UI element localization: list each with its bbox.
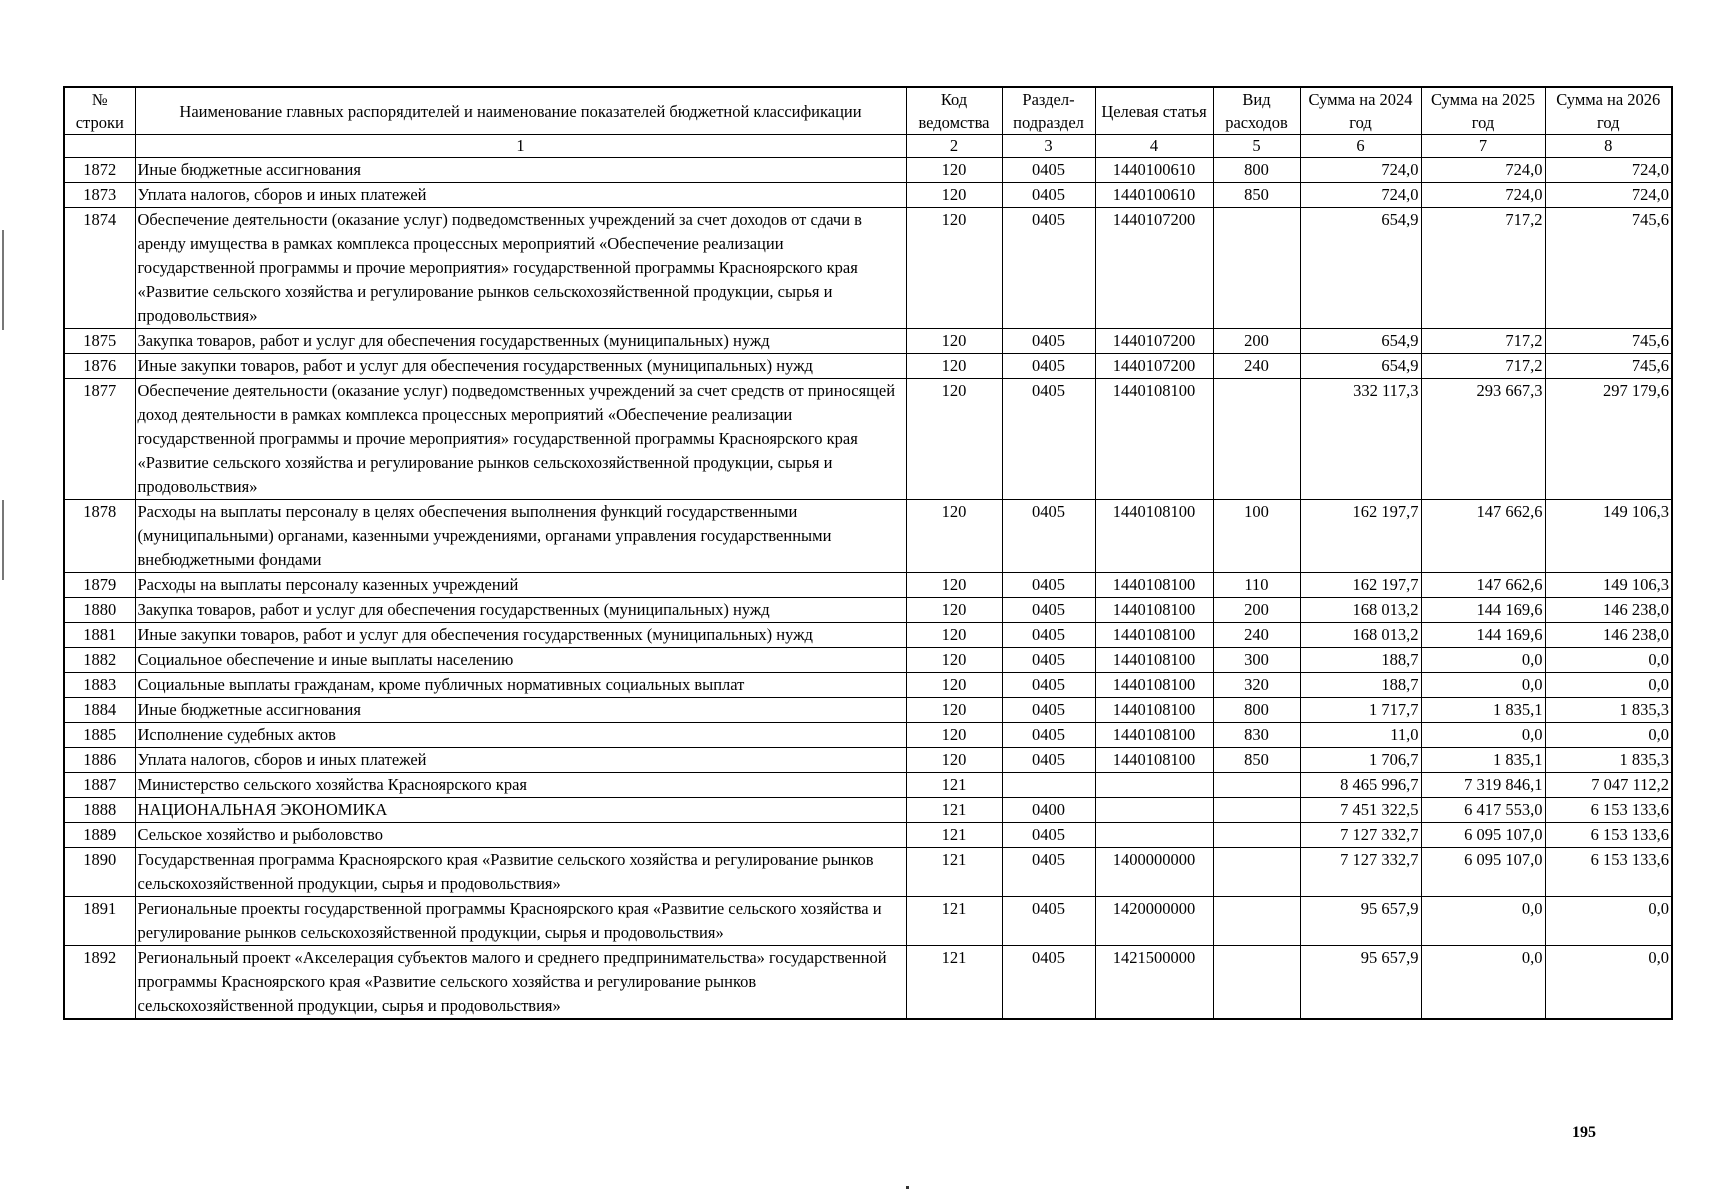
cell-section: 0405 [1002,848,1095,897]
cell-section: 0405 [1002,158,1095,183]
cell-section: 0405 [1002,897,1095,946]
cell-name: Обеспечение деятельности (оказание услуг) подведомственных учреждений за счет доходов от сдачи в аренду имущества в рамках комплекса процессных мероприятий «Обеспечение реализации государственной программы и прочие мероприятия» государственной программы Красноярского края «Развитие сельского хозяйства и регулирование рынков сельскохозяйственной продукции, сырья и продовольствия» [135,208,906,329]
cell-2024: 162 197,7 [1300,500,1421,573]
cell-target [1095,798,1213,823]
cell-dept: 121 [906,897,1002,946]
cell-type [1213,379,1300,500]
cell-dept: 120 [906,648,1002,673]
cell-name: Расходы на выплаты персоналу казенных учреждений [135,573,906,598]
cell-2024: 95 657,9 [1300,946,1421,1020]
cell-row-no: 1888 [64,798,135,823]
table-row [64,773,1672,798]
cell-type: 320 [1213,673,1300,698]
cell-2026: 745,6 [1545,354,1672,379]
table-row [64,848,1672,897]
cell-row-no: 1879 [64,573,135,598]
cell-2026: 146 238,0 [1545,598,1672,623]
cell-dept: 120 [906,379,1002,500]
table-row [64,648,1672,673]
cell-2024: 1 706,7 [1300,748,1421,773]
cell-name: Исполнение судебных актов [135,723,906,748]
cell-section: 0405 [1002,183,1095,208]
cell-type: 850 [1213,748,1300,773]
cell-name: Иные закупки товаров, работ и услуг для обеспечения государственных (муниципальных) нужд [135,623,906,648]
cell-dept: 120 [906,500,1002,573]
cell-name: Региональный проект «Акселерация субъектов малого и среднего предпринимательства» государственной программы Красноярского края «Развитие сельского хозяйства и регулирование рынков сельскохозяйственной продукции, сырья и продовольствия» [135,946,906,1020]
column-index: 2 [906,135,1002,158]
cell-2026: 1 835,3 [1545,748,1672,773]
cell-target: 1440100610 [1095,158,1213,183]
cell-section: 0400 [1002,798,1095,823]
cell-2024: 168 013,2 [1300,598,1421,623]
cell-target: 1420000000 [1095,897,1213,946]
table-row [64,379,1672,500]
table-row [64,748,1672,773]
cell-name: Сельское хозяйство и рыболовство [135,823,906,848]
cell-name: Социальные выплаты гражданам, кроме публичных нормативных социальных выплат [135,673,906,698]
header-2026: Сумма на 2026 год [1545,87,1672,135]
cell-row-no: 1875 [64,329,135,354]
cell-row-no: 1891 [64,897,135,946]
column-index: 4 [1095,135,1213,158]
cell-2025: 0,0 [1421,648,1545,673]
cell-target: 1440108100 [1095,673,1213,698]
cell-type: 800 [1213,158,1300,183]
table-row [64,573,1672,598]
table-row [64,698,1672,723]
cell-target: 1421500000 [1095,946,1213,1020]
cell-name: Закупка товаров, работ и услуг для обеспечения государственных (муниципальных) нужд [135,329,906,354]
cell-2026: 6 153 133,6 [1545,798,1672,823]
cell-row-no: 1872 [64,158,135,183]
cell-name: Закупка товаров, работ и услуг для обеспечения государственных (муниципальных) нужд [135,598,906,623]
cell-2024: 95 657,9 [1300,897,1421,946]
cell-name: НАЦИОНАЛЬНАЯ ЭКОНОМИКА [135,798,906,823]
cell-target: 1440107200 [1095,208,1213,329]
header-name: Наименование главных распорядителей и наименование показателей бюджетной классификации [135,87,906,135]
cell-target: 1400000000 [1095,848,1213,897]
table-body [64,158,1672,1020]
cell-section: 0405 [1002,748,1095,773]
cell-2026: 0,0 [1545,673,1672,698]
cell-dept: 121 [906,773,1002,798]
cell-dept: 120 [906,598,1002,623]
cell-2025: 7 319 846,1 [1421,773,1545,798]
cell-row-no: 1873 [64,183,135,208]
cell-name: Министерство сельского хозяйства Красноярского края [135,773,906,798]
cell-2024: 188,7 [1300,673,1421,698]
cell-name: Иные бюджетные ассигнования [135,158,906,183]
column-index: 1 [135,135,906,158]
table-row [64,946,1672,1020]
cell-section: 0405 [1002,823,1095,848]
cell-2026: 745,6 [1545,329,1672,354]
cell-dept: 121 [906,946,1002,1020]
cell-2025: 0,0 [1421,897,1545,946]
cell-2024: 168 013,2 [1300,623,1421,648]
cell-2025: 144 169,6 [1421,623,1545,648]
cell-2025: 0,0 [1421,673,1545,698]
cell-dept: 120 [906,748,1002,773]
cell-name: Государственная программа Красноярского края «Развитие сельского хозяйства и регулирование рынков сельскохозяйственной продукции, сырья и продовольствия» [135,848,906,897]
table-row [64,598,1672,623]
cell-dept: 120 [906,354,1002,379]
scan-edge-mark [2,230,4,330]
table-row [64,208,1672,329]
cell-2026: 297 179,6 [1545,379,1672,500]
cell-2024: 724,0 [1300,183,1421,208]
cell-target: 1440108100 [1095,748,1213,773]
cell-name: Иные бюджетные ассигнования [135,698,906,723]
cell-type [1213,897,1300,946]
cell-2024: 654,9 [1300,329,1421,354]
column-index-blank [64,135,135,158]
cell-row-no: 1883 [64,673,135,698]
table-row [64,723,1672,748]
cell-name: Обеспечение деятельности (оказание услуг) подведомственных учреждений за счет средств от приносящей доход деятельности в рамках комплекса процессных мероприятий «Обеспечение реализации государственной программы и прочие мероприятия» государственной программы Красноярского края «Развитие сельского хозяйства и регулирование рынков сельскохозяйственной продукции, сырья и продовольствия» [135,379,906,500]
cell-type: 800 [1213,698,1300,723]
column-index: 6 [1300,135,1421,158]
cell-row-no: 1887 [64,773,135,798]
cell-dept: 120 [906,573,1002,598]
table-row [64,897,1672,946]
cell-dept: 120 [906,723,1002,748]
cell-type: 240 [1213,354,1300,379]
cell-name: Уплата налогов, сборов и иных платежей [135,183,906,208]
cell-2024: 188,7 [1300,648,1421,673]
cell-2024: 11,0 [1300,723,1421,748]
cell-type: 110 [1213,573,1300,598]
cell-type: 240 [1213,623,1300,648]
cell-section: 0405 [1002,723,1095,748]
cell-2026: 6 153 133,6 [1545,848,1672,897]
cell-2024: 332 117,3 [1300,379,1421,500]
cell-target: 1440108100 [1095,723,1213,748]
cell-target: 1440108100 [1095,623,1213,648]
cell-dept: 120 [906,208,1002,329]
page-number: 195 [1572,1124,1596,1141]
cell-2026: 0,0 [1545,897,1672,946]
cell-target: 1440107200 [1095,354,1213,379]
cell-row-no: 1881 [64,623,135,648]
cell-type: 850 [1213,183,1300,208]
cell-2025: 144 169,6 [1421,598,1545,623]
cell-2024: 7 451 322,5 [1300,798,1421,823]
cell-2025: 724,0 [1421,183,1545,208]
cell-dept: 120 [906,183,1002,208]
cell-2026: 146 238,0 [1545,623,1672,648]
cell-dept: 120 [906,623,1002,648]
cell-2026: 149 106,3 [1545,500,1672,573]
cell-section: 0405 [1002,698,1095,723]
cell-section: 0405 [1002,208,1095,329]
cell-row-no: 1876 [64,354,135,379]
header-row-no: № строки [64,87,135,135]
header-section: Раздел-подраздел [1002,87,1095,135]
cell-row-no: 1882 [64,648,135,673]
table-row [64,798,1672,823]
header-row [64,87,1672,135]
cell-target: 1440108100 [1095,698,1213,723]
cell-2026: 0,0 [1545,723,1672,748]
cell-2025: 6 095 107,0 [1421,848,1545,897]
cell-dept: 121 [906,848,1002,897]
cell-2025: 0,0 [1421,946,1545,1020]
cell-2025: 6 095 107,0 [1421,823,1545,848]
cell-2024: 1 717,7 [1300,698,1421,723]
cell-section: 0405 [1002,500,1095,573]
cell-row-no: 1877 [64,379,135,500]
column-index: 8 [1545,135,1672,158]
budget-table [63,86,1673,1020]
cell-section: 0405 [1002,946,1095,1020]
cell-target: 1440108100 [1095,500,1213,573]
cell-2024: 8 465 996,7 [1300,773,1421,798]
cell-2025: 717,2 [1421,208,1545,329]
cell-row-no: 1884 [64,698,135,723]
cell-2026: 1 835,3 [1545,698,1672,723]
column-index: 3 [1002,135,1095,158]
cell-name: Социальное обеспечение и иные выплаты населению [135,648,906,673]
cell-section: 0405 [1002,673,1095,698]
cell-2024: 7 127 332,7 [1300,823,1421,848]
cell-2025: 147 662,6 [1421,500,1545,573]
cell-row-no: 1889 [64,823,135,848]
cell-2024: 162 197,7 [1300,573,1421,598]
scan-edge-mark [2,500,4,580]
cell-type: 100 [1213,500,1300,573]
cell-dept: 120 [906,673,1002,698]
cell-2024: 654,9 [1300,208,1421,329]
cell-dept: 120 [906,158,1002,183]
cell-2026: 149 106,3 [1545,573,1672,598]
cell-2026: 745,6 [1545,208,1672,329]
cell-2026: 6 153 133,6 [1545,823,1672,848]
cell-section: 0405 [1002,598,1095,623]
cell-type: 200 [1213,329,1300,354]
table-row [64,354,1672,379]
table-row [64,183,1672,208]
table-row [64,823,1672,848]
cell-target: 1440108100 [1095,379,1213,500]
cell-2025: 293 667,3 [1421,379,1545,500]
column-index-row [64,135,1672,158]
header-type: Вид расходов [1213,87,1300,135]
cell-row-no: 1890 [64,848,135,897]
header-dept: Код ведомства [906,87,1002,135]
cell-name: Расходы на выплаты персоналу в целях обеспечения выполнения функций государственными (муниципальными) органами, казенными учреждениями, органами управления государственными внебюджетными фондами [135,500,906,573]
header-target: Целевая статья [1095,87,1213,135]
cell-section [1002,773,1095,798]
cell-type [1213,848,1300,897]
cell-2026: 724,0 [1545,158,1672,183]
cell-target: 1440108100 [1095,648,1213,673]
cell-2025: 6 417 553,0 [1421,798,1545,823]
cell-type: 300 [1213,648,1300,673]
cell-target [1095,823,1213,848]
cell-row-no: 1874 [64,208,135,329]
cell-2025: 1 835,1 [1421,698,1545,723]
cell-row-no: 1878 [64,500,135,573]
cell-2025: 1 835,1 [1421,748,1545,773]
cell-2026: 7 047 112,2 [1545,773,1672,798]
cell-target: 1440100610 [1095,183,1213,208]
table-row [64,673,1672,698]
cell-2025: 717,2 [1421,354,1545,379]
table-row [64,623,1672,648]
cell-2026: 724,0 [1545,183,1672,208]
cell-type [1213,773,1300,798]
cell-2026: 0,0 [1545,648,1672,673]
header-2025: Сумма на 2025 год [1421,87,1545,135]
column-index: 5 [1213,135,1300,158]
cell-row-no: 1880 [64,598,135,623]
cell-2026: 0,0 [1545,946,1672,1020]
cell-section: 0405 [1002,329,1095,354]
header-2024: Сумма на 2024 год [1300,87,1421,135]
cell-section: 0405 [1002,379,1095,500]
cell-target: 1440108100 [1095,598,1213,623]
table-row [64,158,1672,183]
cell-section: 0405 [1002,623,1095,648]
cell-2024: 654,9 [1300,354,1421,379]
cell-2025: 724,0 [1421,158,1545,183]
cell-row-no: 1892 [64,946,135,1020]
cell-type: 200 [1213,598,1300,623]
cell-2025: 0,0 [1421,723,1545,748]
cell-target: 1440107200 [1095,329,1213,354]
table-row [64,329,1672,354]
cell-dept: 121 [906,798,1002,823]
table-row [64,500,1672,573]
cell-name: Иные закупки товаров, работ и услуг для обеспечения государственных (муниципальных) нужд [135,354,906,379]
cell-type [1213,823,1300,848]
cell-type [1213,798,1300,823]
cell-target: 1440108100 [1095,573,1213,598]
cell-target [1095,773,1213,798]
cell-row-no: 1885 [64,723,135,748]
cell-section: 0405 [1002,648,1095,673]
cell-name: Уплата налогов, сборов и иных платежей [135,748,906,773]
cell-section: 0405 [1002,354,1095,379]
cell-dept: 120 [906,698,1002,723]
cell-name: Региональные проекты государственной программы Красноярского края «Развитие сельского хозяйства и регулирование рынков сельскохозяйственной продукции, сырья и продовольствия» [135,897,906,946]
cell-dept: 120 [906,329,1002,354]
cell-2025: 717,2 [1421,329,1545,354]
scan-dot [906,1186,909,1189]
cell-type: 830 [1213,723,1300,748]
cell-type [1213,946,1300,1020]
cell-section: 0405 [1002,573,1095,598]
cell-type [1213,208,1300,329]
cell-2024: 724,0 [1300,158,1421,183]
cell-row-no: 1886 [64,748,135,773]
cell-2024: 7 127 332,7 [1300,848,1421,897]
cell-dept: 121 [906,823,1002,848]
cell-2025: 147 662,6 [1421,573,1545,598]
column-index: 7 [1421,135,1545,158]
